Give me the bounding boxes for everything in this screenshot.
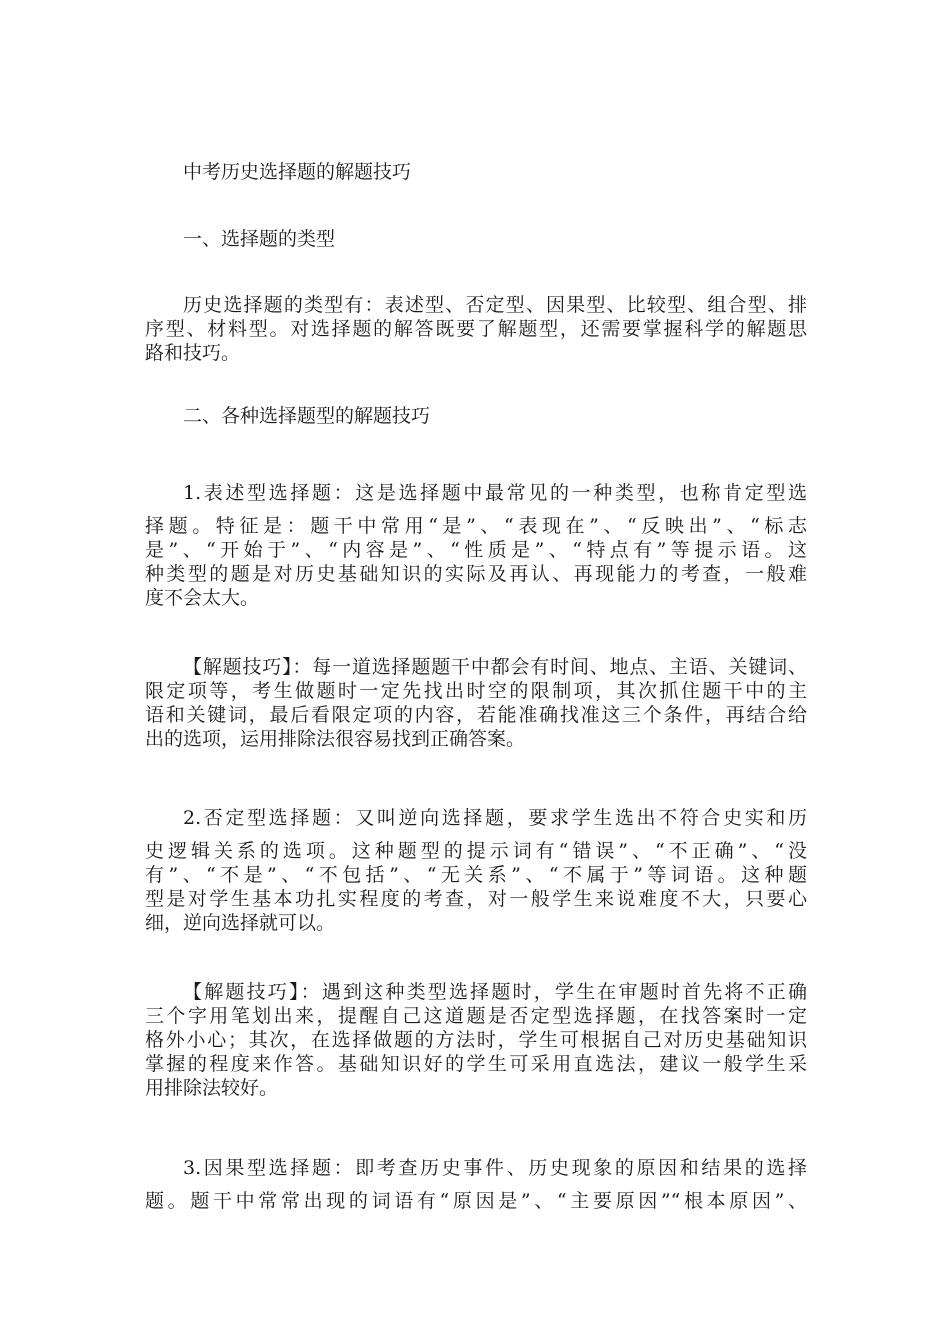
text-line: 序型、材料型。对选择题的解答既要了解题型，还需要掌握科学的解题思 — [145, 318, 807, 340]
text-line: 【解题技巧】：每一道选择题题干中都会有时间、地点、主语、关键词、 — [183, 656, 807, 678]
text-line: 史逻辑关系的选项。这种题型的提示词有“错误”、“不正确”、“没 — [145, 840, 807, 862]
item2-paragraph — [145, 806, 807, 935]
text-line: 度不会太大。 — [145, 587, 260, 609]
section1-heading: 一、选择题的类型 — [183, 228, 336, 250]
section1-paragraph — [145, 293, 807, 365]
text-line: 有”、“不是”、“不包括”、“无关系”、“不属于”等词语。这种题 — [145, 864, 807, 886]
document-title: 中考历史选择题的解题技巧 — [183, 161, 412, 183]
text-line: 限定项等，考生做题时一定先找出时空的限制项，其次抓住题干中的主 — [145, 680, 807, 702]
text-line: 3.因果型选择题：即考查历史事件、历史现象的原因和结果的选择 — [183, 1157, 807, 1179]
text-line: 出的选项，运用排除法很容易找到正确答案。 — [145, 728, 526, 750]
text-line: 掌握的程度来作答。基础知识好的学生可采用直选法，建议一般学生采 — [145, 1053, 807, 1075]
text-line: 【解题技巧】：遇到这种类型选择题时，学生在审题时首先将不正确 — [183, 981, 807, 1003]
text-line: 择题。特征是：题干中常用“是”、“表现在”、“反映出”、“标志 — [145, 515, 807, 537]
text-line: 是”、“开始于”、“内容是”、“性质是”、“特点有”等提示语。这 — [145, 539, 807, 561]
text-line: 格外小心；其次，在选择做题的方法时，学生可根据自己对历史基础知识 — [145, 1029, 807, 1051]
text-line: 型是对学生基本功扎实程度的考查，对一般学生来说难度不大，只要心 — [145, 888, 807, 910]
text-line: 历史选择题的类型有：表述型、否定型、因果型、比较型、组合型、排 — [183, 294, 807, 316]
item1-tip-paragraph — [145, 655, 807, 751]
item3-paragraph — [145, 1156, 807, 1213]
section2-heading: 二、各种选择题型的解题技巧 — [183, 405, 431, 427]
item1-paragraph — [145, 481, 807, 610]
text-line: 用排除法较好。 — [145, 1077, 279, 1099]
text-line: 三个字用笔划出来，提醒自己这道题是否定型选择题，在找答案时一定 — [145, 1005, 807, 1027]
text-line: 种类型的题是对历史基础知识的实际及再认、再现能力的考查，一般难 — [145, 563, 807, 585]
text-line: 2.否定型选择题：又叫逆向选择题，要求学生选出不符合史实和历 — [183, 807, 807, 829]
text-line: 路和技巧。 — [145, 342, 241, 364]
text-line: 1.表述型选择题：这是选择题中最常见的一种类型，也称肯定型选 — [183, 482, 807, 504]
text-line: 语和关键词，最后看限定项的内容，若能准确找准这三个条件，再结合给 — [145, 704, 807, 726]
text-line: 题。题干中常常出现的词语有“原因是”、“主要原因”“根本原因”、 — [145, 1190, 807, 1212]
text-line: 细，逆向选择就可以。 — [145, 912, 336, 934]
item2-tip-paragraph — [145, 980, 807, 1100]
